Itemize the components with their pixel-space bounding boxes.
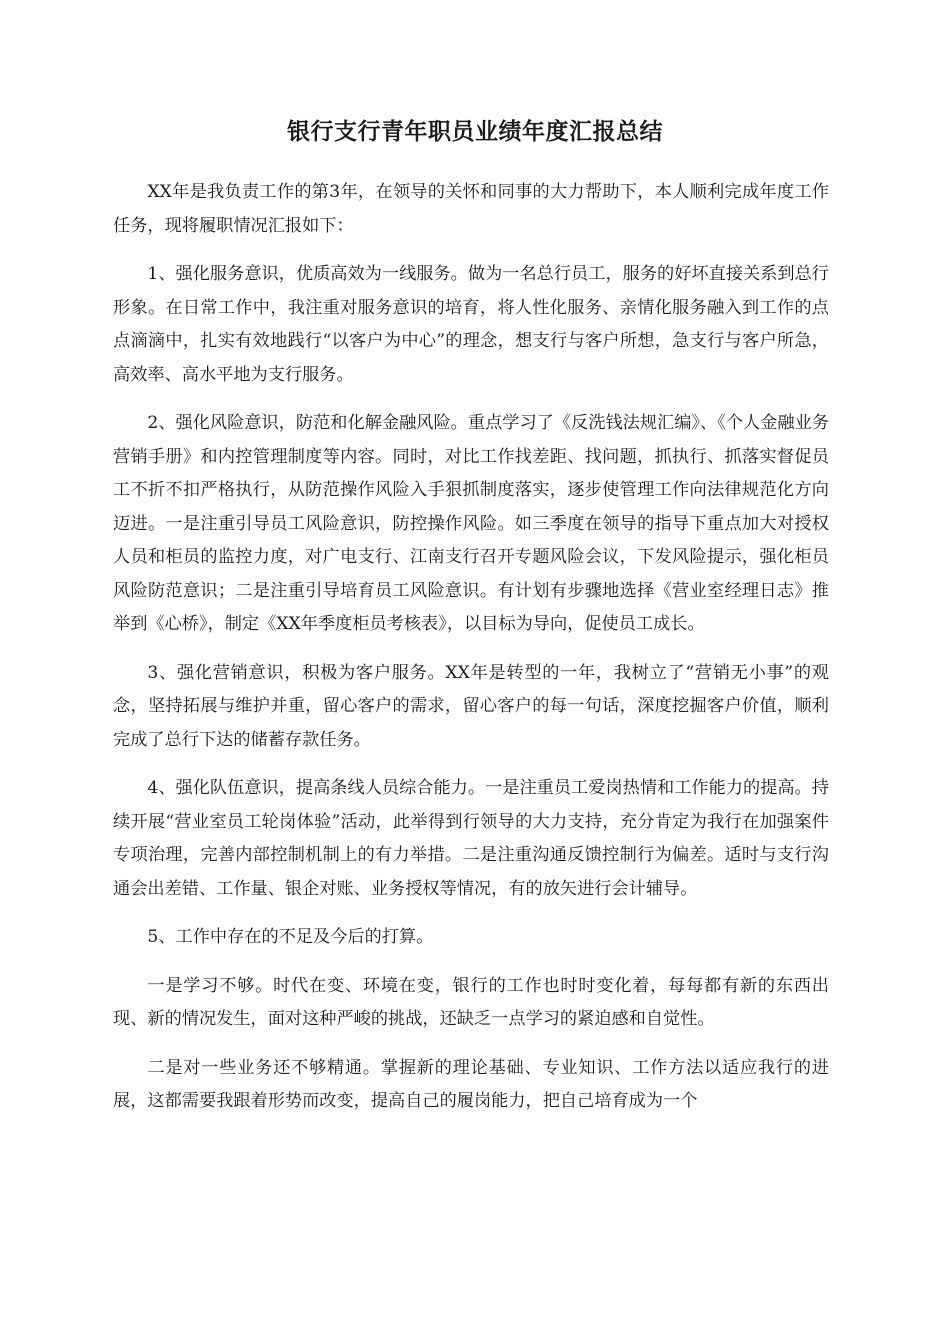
document-title: 银行支行青年职员业绩年度汇报总结 [287, 119, 663, 145]
paragraph-risk: 2、强化风险意识，防范和化解金融风险。重点学习了《反洗钱法规汇编》、《个人金融业务营销手册》和内控管理制度等内容。同时，对比工作找差距、找问题，抓执行、抓落实督促员工不折不扣严格执行，从防范操作风险入手狠抓制度落实，逐步使管理工作向法律规范化方向迈进。一是注重引导员工风险意识，防控操作风险。如三季度在领导的指导下重点加大对授权人员和柜员的监控力度，对广电支行、江南支行召开专题风险会议，下发风险提示，强化柜员风险防范意识；二是注重引导培育员工风险意识。有计划有步骤地选择《营业室经理日志》推举到《心桥》，制定《XX年季度柜员考核表》，以目标为导向，促使员工成长。 [113, 413, 829, 634]
paragraph-shortcoming-1: 一是学习不够。时代在变、环境在变，银行的工作也时时变化着，每每都有新的东西出现、新的情况发生，面对这种严峻的挑战，还缺乏一点学习的紧迫感和自觉性。 [113, 975, 829, 1029]
paragraph-shortcomings-heading: 5、工作中存在的不足及今后的打算。 [147, 927, 434, 947]
document-body [113, 176, 829, 1134]
paragraph-intro: XX年是我负责工作的第3年，在领导的关怀和同事的大力帮助下，本人顺利完成年度工作任务，现将履职情况汇报如下： [113, 182, 829, 236]
paragraph-shortcoming-2: 二是对一些业务还不够精通。掌握新的理论基础、专业知识、工作方法以适应我行的进展，这都需要我跟着形势而改变，提高自己的履岗能力，把自己培育成为一个 [113, 1057, 829, 1111]
paragraph-marketing: 3、强化营销意识，积极为客户服务。XX年是转型的一年，我树立了“营销无小事”的观念，坚持拓展与维护并重，留心客户的需求，留心客户的每一句话，深度挖掘客户价值，顺利完成了总行下达的储蓄存款任务。 [113, 662, 829, 750]
paragraph-team: 4、强化队伍意识，提高条线人员综合能力。一是注重员工爱岗热情和工作能力的提高。持续开展“营业室员工轮岗体验”活动，此举得到行领导的大力支持，充分肯定为我行在加强案件专项治理，完善内部控制机制上的有力举措。二是注重沟通反馈控制行为偏差。适时与支行沟通会出差错、工作量、银企对账、业务授权等情况，有的放矢进行会计辅导。 [113, 778, 829, 899]
paragraph-service: 1、强化服务意识，优质高效为一线服务。做为一名总行员工，服务的好坏直接关系到总行形象。在日常工作中，我注重对服务意识的培育，将人性化服务、亲情化服务融入到工作的点点滴滴中，扎实有效地践行“以客户为中心”的理念，想支行与客户所想，急支行与客户所急，高效率、高水平地为支行服务。 [113, 264, 829, 385]
